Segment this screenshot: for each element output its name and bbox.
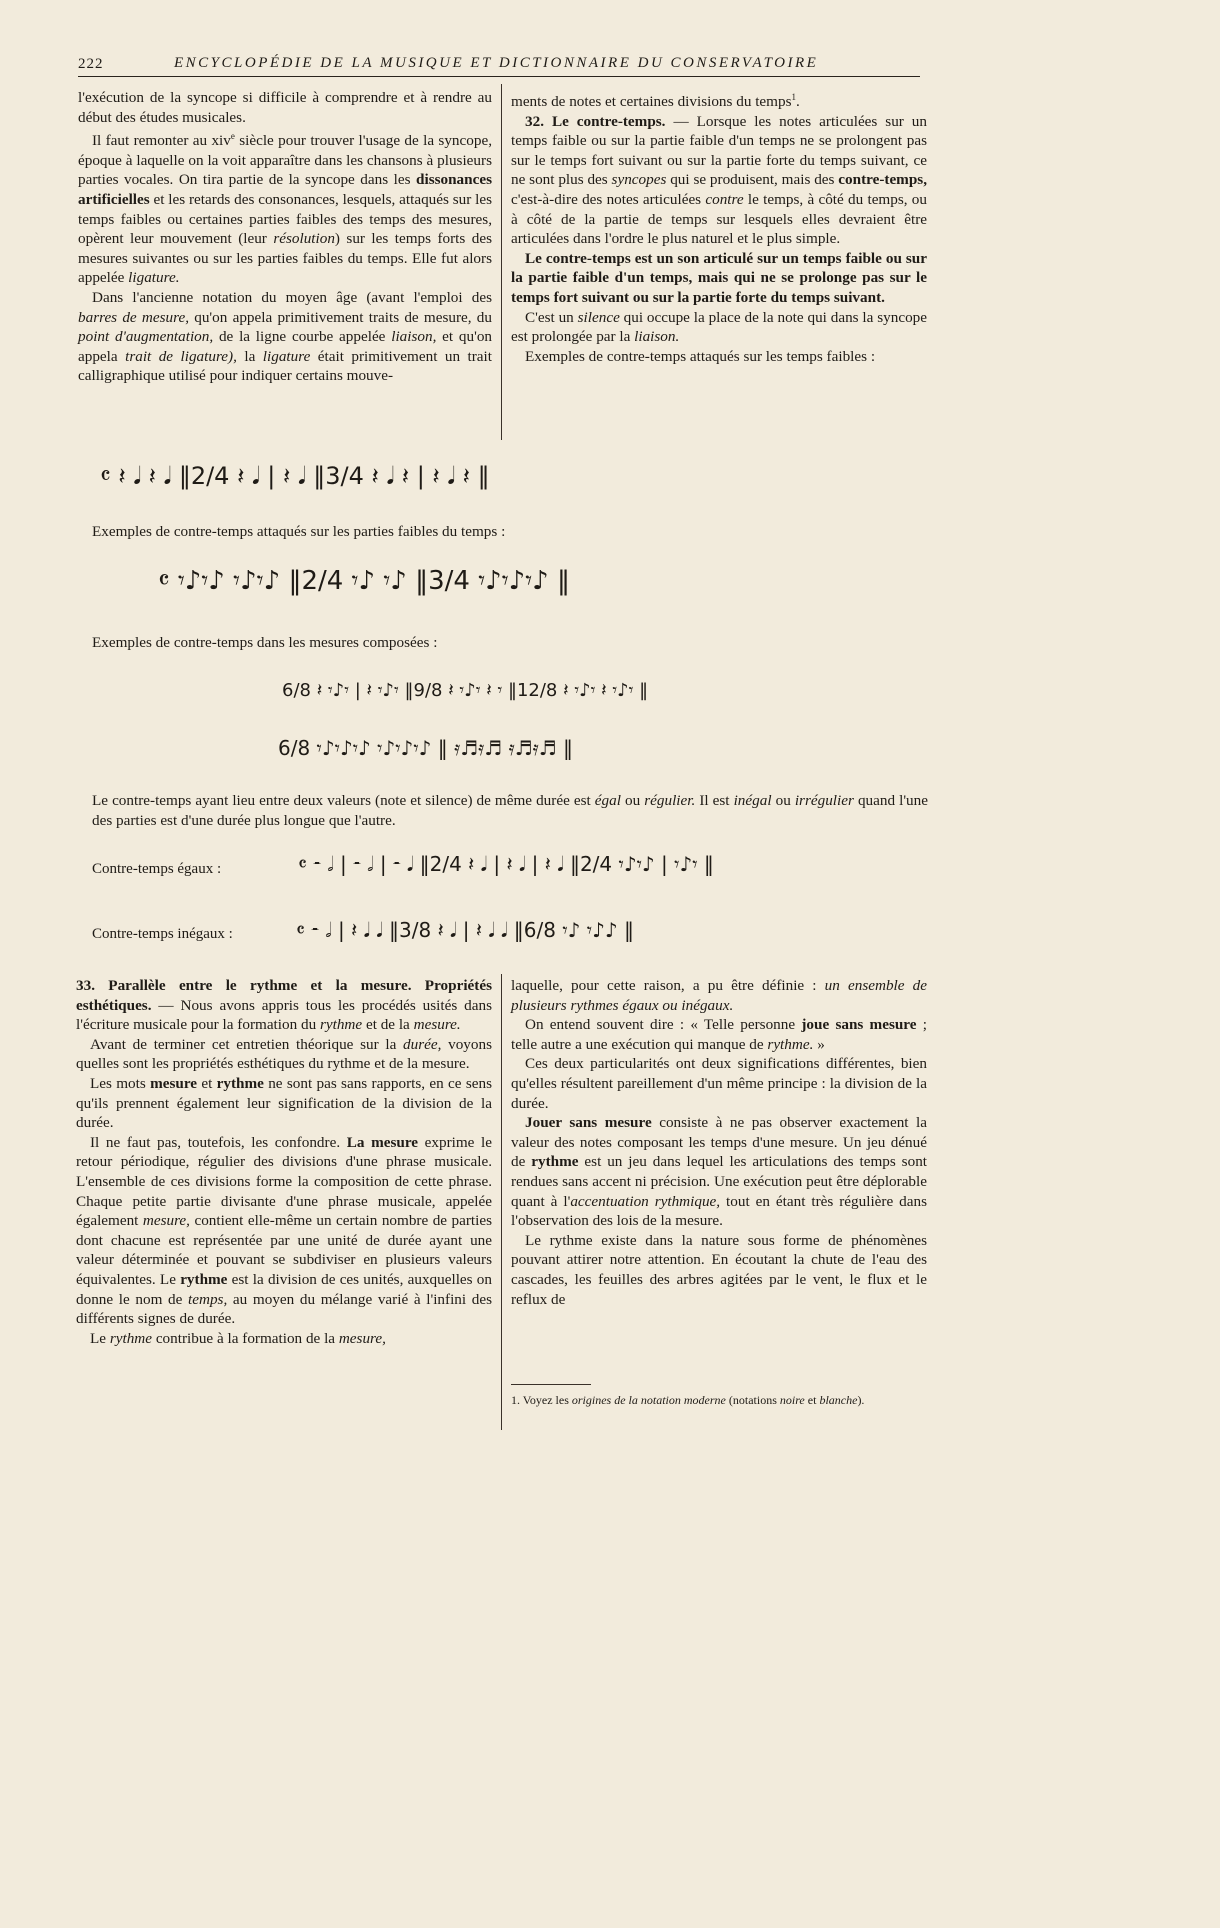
page-number: 222 [78,56,104,72]
paragraph: Le rythme existe dans la nature sous forme de phénomènes pouvant attirer notre attention. En écoutant la chute de l'eau des cascades, les feuilles des arbres agitées par le vent, le flux et le reflux de [511,1231,927,1308]
paragraph: 32. Le contre-temps. — Lorsque les notes articulées sur un temps faible ou sur la partie faible d'un temps ne se prolongent pas sur le temps fort suivant ou sur la partie forte du temps suivant, ce ne sont plus des syncopes qui se produisent, mais des contre-temps, c'est-à-dire des notes articulées contre le temps, à côté du temps, ou à côté de la partie de temps sur lesquels elles devraient être articulées dans l'ordre le plus naturel et le plus simple. [511,112,927,248]
paragraph: Exemples de contre-temps attaqués sur les temps faibles : [525,347,876,365]
column-divider [501,974,502,1430]
bottom-right-column [511,976,927,1309]
page-header [78,54,920,77]
paragraph: C'est un silence qui occupe la place de la note qui dans la syncope est prolongée par la liaison. [511,308,927,346]
paragraph: Jouer sans mesure consiste à ne pas observer exactement la valeur des notes composant les temps d'une mesure. Un jeu dénué de rythme est un jeu dans lequel les articulations des temps sont rendues sans accent ni précision. Une exécution peut être déplorable quant à l'accentuation rythmique, tout en étant très régulière dans l'observation des lois de la mesure. [511,1114,928,1230]
example-caption: Exemples de contre-temps attaqués sur les parties faibles du temps : [92,523,506,540]
paragraph: Il ne faut pas, toutefois, les confondre. La mesure exprime le retour périodique, régulier des divisions d'une phrase musicale. L'ensemble de ces divisions forme la composition de cette phrase. Chaque petite partie divisante d'une phrase musicale, appelée également mesure, contient elle-même un certain nombre de parties dont chacune est représentée par une unité de durée ayant une valeur déterminée et pouvant se subdiviser en plusieurs valeurs équivalentes. Le rythme est la division de ces unités, auxquelles on donne le nom de temps, au moyen du mélange varié à l'infini des différents signes de durée. [76,1133,492,1328]
paragraph: Dans l'ancienne notation du moyen âge (avant l'emploi des barres de mesure, qu'on appela primitivement traits de mesure, du point d'augmentation, de la ligne courbe appelée liaison, et qu'on appela trait de ligature), la ligature était primitivement un trait calligraphique utilisé pour indiquer certains mouve- [78,289,493,385]
footnote: 1. Voyez les origines de la notation moderne (notations noire et blanche). [511,1393,865,1407]
paragraph: Les mots mesure et rythme ne sont pas sans rapports, en ce sens qu'ils prennent également leur signification de la division de la durée. [76,1074,492,1132]
top-left-column [78,88,492,386]
paragraph: l'exécution de la syncope si difficile à comprendre et à rendre au début des études musicales. [78,89,492,126]
paragraph: Le rythme contribue à la formation de la mesure, [90,1329,386,1347]
paragraph: On entend souvent dire : « Telle personne joue sans mesure ; telle autre a une exécution qui manque de rythme. » [511,1016,927,1053]
paragraph: Avant de terminer cet entretien théorique sur la durée, voyons quelles sont les propriétés esthétiques du rythme et de la mesure. [76,1035,492,1073]
paragraph: 33. Parallèle entre le rythme et la mesure. Propriétés esthétiques. — Nous avons appris tous les procédés usités dans l'écriture musicale pour la formation du rythme et de la mesure. [76,977,492,1034]
bottom-left-column [76,976,492,1348]
music-example-4: 6/8 𝄾♪𝄾♪𝄾♪ 𝄾♪𝄾♪𝄾♪ ‖ 𝄿♬𝄿♬ 𝄿♬𝄿♬ ‖ [278,736,574,760]
definition-paragraph: Le contre-temps est un son articulé sur un temps faible ou sur la partie faible d'un temps, mais qui ne se prolonge pas sur le temps fort suivant ou sur la partie forte du temps suivant. [511,249,927,306]
music-example-2: 𝄴 𝄾♪𝄾♪ 𝄾♪𝄾♪ ‖2/4 𝄾♪ 𝄾♪ ‖3/4 𝄾♪𝄾♪𝄾♪ ‖ [158,566,571,596]
egaux-label: Contre-temps égaux : [92,861,222,877]
music-example-3: 6/8 𝄽 𝄾♪𝄾 | 𝄽 𝄾♪𝄾 ‖9/8 𝄽 𝄾♪𝄾 𝄽 𝄾 ‖12/8 𝄽 𝄾♪𝄾 𝄽 𝄾♪𝄾 ‖ [282,680,649,701]
footnote-rule [511,1384,591,1385]
music-inegaux: 𝄴 𝄼 𝅗𝅥 | 𝄽 𝅘𝅥 𝅘𝅥 ‖3/8 𝄽 𝅘𝅥 | 𝄽 𝅘𝅥 𝅘𝅥 ‖6/8 𝄾♪ 𝄾♪♪ ‖ [296,918,634,942]
music-example-1: 𝄴 𝄽 𝅘𝅥 𝄽 𝅘𝅥 ‖2/4 𝄽 𝅘𝅥 | 𝄽 𝅘𝅥 ‖3/4 𝄽 𝅘𝅥 𝄽 | 𝄽 𝅘𝅥 𝄽 ‖ [100,462,490,490]
paragraph: Il faut remonter au xiv$^e$ siècle pour trouver l'usage de la syncope, époque à laquelle on la voit apparaître dans les chansons à plusieurs parties vocales. On tira partie de la syncope dans les dissonances artificielles et les retards des consonances, lesquels, attaqués sur les temps faibles ou certaines parties faibles des temps des mesures, opèrent leur mouvement (leur résolution) sur les temps forts des mesures suivantes ou sur les parties faibles du temps. Elle fut alors appelée ligature. [78,131,492,287]
paragraph: laquelle, pour cette raison, a pu être définie : un ensemble de plusieurs rythmes égaux ou inégaux. [511,977,927,1014]
example-caption: Exemples de contre-temps dans les mesures composées : [92,634,438,651]
inegaux-label: Contre-temps inégaux : [92,926,233,942]
running-title: ENCYCLOPÉDIE DE LA MUSIQUE ET DICTIONNAIRE DU CONSERVATOIRE [174,55,819,71]
music-egaux: 𝄴 𝄼 𝅗𝅥 | 𝄼 𝅗𝅥 | 𝄼 𝅘𝅥 ‖2/4 𝄽 𝅘𝅥 | 𝄽 𝅘𝅥 | 𝄽 𝅘𝅥 ‖2/4 𝄾♪𝄾♪ | 𝄾♪𝄾 ‖ [298,852,714,876]
column-divider [501,84,502,440]
paragraph: ments de notes et certaines divisions du temps$^1$. [511,92,800,111]
top-right-column [511,88,927,366]
contre-temps-sentence: Le contre-temps ayant lieu entre deux valeurs (note et silence) de même durée est égal ou régulier. Il est inégal ou irrégulier quand l'une des parties est d'une durée plus longue que l'autre. [92,792,928,829]
paragraph: Ces deux particularités ont deux significations différentes, bien qu'elles résultent pareillement d'un même principe : la division de la durée. [511,1055,927,1112]
